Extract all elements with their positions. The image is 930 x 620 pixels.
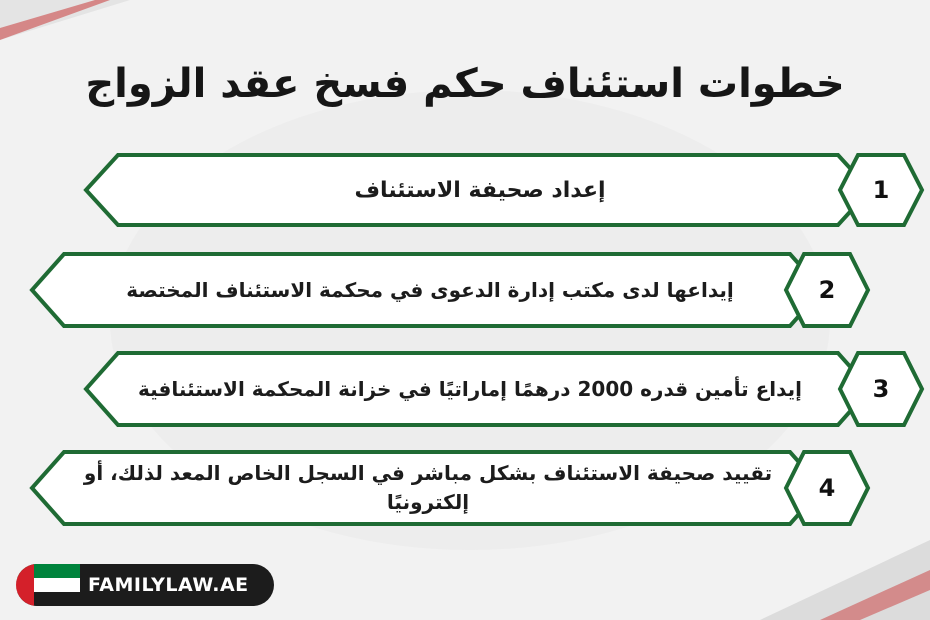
- step-3-number: 3: [872, 375, 890, 403]
- step-1-number: 1: [872, 176, 890, 204]
- brand-badge[interactable]: [16, 564, 274, 606]
- step-2-text: إيداعها لدى مكتب إدارة الدعوى في محكمة الاستئناف المختصة: [126, 277, 734, 302]
- step-1-text: إعداد صحيفة الاستئناف: [354, 177, 606, 203]
- uae-flag-icon: [16, 564, 80, 606]
- brand-name: FAMILYLAW.AE: [88, 574, 249, 596]
- step-3-text: إيداع تأمين قدره 2000 درهمًا إماراتيًا في خزانة المحكمة الاستئنافية: [138, 376, 803, 401]
- step-4-number: 4: [818, 474, 836, 502]
- step-4-text: تقييد صحيفة الاستئناف بشكل مباشر في السجل الخاص المعد لذلك، أو إلكترونيًا: [83, 461, 773, 514]
- step-2-number: 2: [818, 276, 836, 304]
- page-title: خطوات استئناف حكم فسخ عقد الزواج: [85, 61, 845, 107]
